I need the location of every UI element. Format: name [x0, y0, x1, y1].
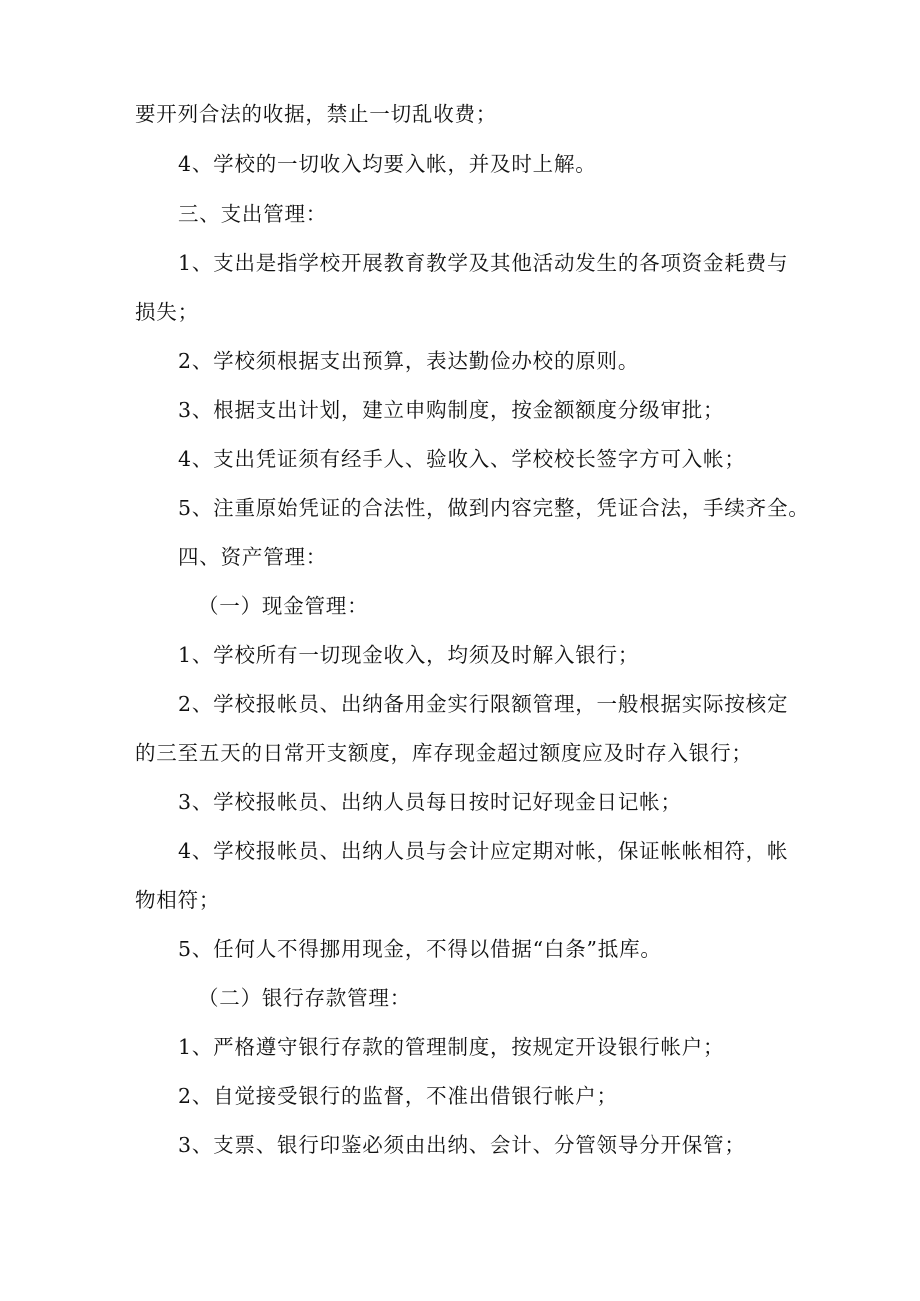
paragraph-line: 1、支出是指学校开展教育教学及其他活动发生的各项资金耗费与	[178, 251, 789, 275]
paragraph-line: 1、学校所有一切现金收入，均须及时解入银行；	[178, 643, 640, 667]
section-heading: 四、资产管理：	[178, 545, 328, 569]
paragraph-line: 3、支票、银行印鉴必须由出纳、会计、分管领导分开保管；	[178, 1133, 746, 1157]
paragraph-line: 损失；	[135, 300, 199, 324]
section-heading: 三、支出管理：	[178, 202, 328, 226]
subsection-heading: （二）银行存款管理：	[198, 986, 411, 1010]
paragraph-line: 2、学校须根据支出预算，表达勤俭办校的原则。	[178, 349, 640, 373]
paragraph-line: 3、根据支出计划，建立申购制度，按金额额度分级审批；	[178, 398, 725, 422]
paragraph-line: 物相符；	[135, 888, 221, 912]
paragraph-line: 5、任何人不得挪用现金，不得以借据“白条”抵库。	[178, 937, 662, 961]
paragraph-line: 2、自觉接受银行的监督，不准出借银行帐户；	[178, 1084, 618, 1108]
paragraph-line: 4、学校报帐员、出纳人员与会计应定期对帐，保证帐帐相符，帐	[178, 839, 789, 863]
subsection-heading: （一）现金管理：	[198, 594, 369, 618]
paragraph-line: 3、学校报帐员、出纳人员每日按时记好现金日记帐；	[178, 790, 682, 814]
paragraph-line: 1、严格遵守银行存款的管理制度，按规定开设银行帐户；	[178, 1035, 725, 1059]
paragraph-line: 2、学校报帐员、出纳备用金实行限额管理，一般根据实际按核定	[178, 692, 789, 716]
paragraph-line: 4、支出凭证须有经手人、验收入、学校校长签字方可入帐；	[178, 447, 746, 471]
paragraph-line: 要开列合法的收据，禁止一切乱收费；	[135, 102, 498, 126]
paragraph-line: 的三至五天的日常开支额度，库存现金超过额度应及时存入银行；	[135, 741, 753, 765]
paragraph-line: 5、注重原始凭证的合法性，做到内容完整，凭证合法，手续齐全。	[178, 496, 810, 520]
paragraph-line: 4、学校的一切收入均要入帐，并及时上解。	[178, 152, 597, 176]
